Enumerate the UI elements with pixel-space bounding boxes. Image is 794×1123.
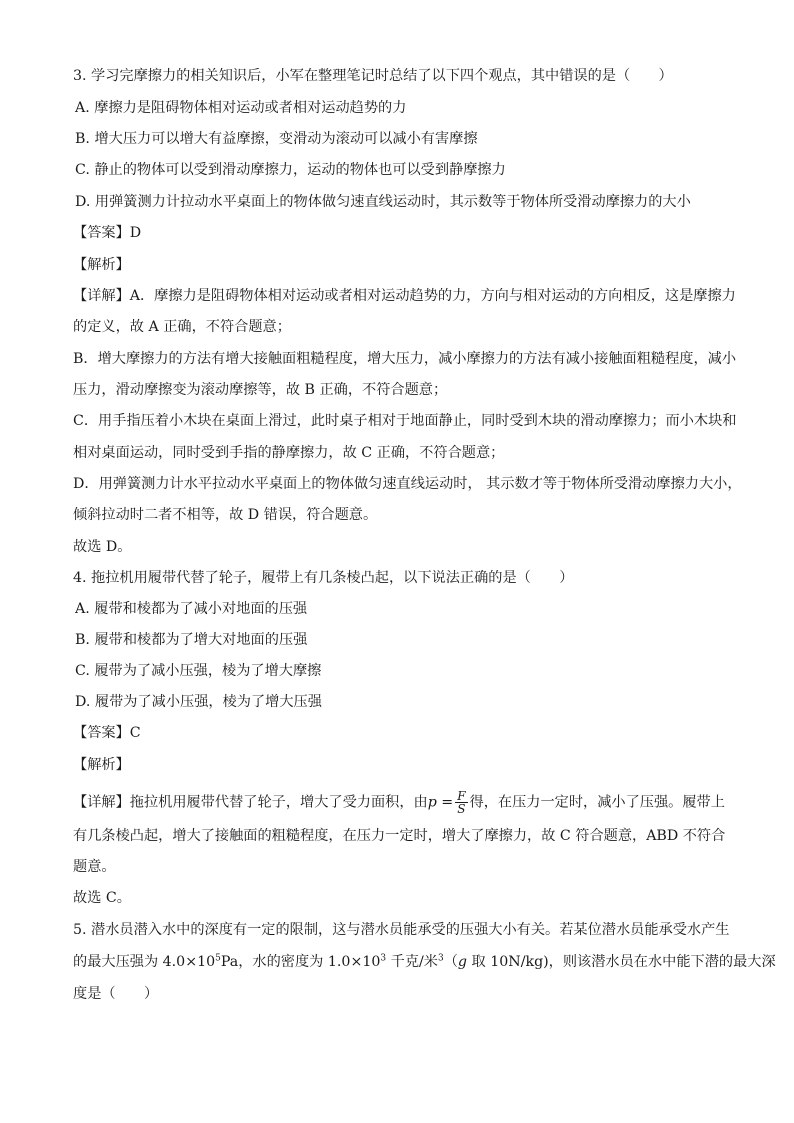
q5-text: 千克/米 <box>386 954 438 970</box>
q5-text: Pa，水的密度为 1.0×10 <box>220 954 381 970</box>
exponent: 3 <box>437 953 444 964</box>
fraction-denominator: S <box>457 802 466 816</box>
gravity-symbol: g <box>457 954 468 970</box>
q5-stem-line1: 5. 潜水员潜入水中的深度有一定的限制，这与潜水员能承受的压强大小有关。若某位潜水员能承受水产生 <box>73 922 730 938</box>
q3-detail-line: 倾斜拉动时二者不相等，故 D 错误，符合题意。 <box>73 507 378 523</box>
q5-text: 的最大压强为 4.0×10 <box>73 954 216 970</box>
q3-option-d: D. 用弹簧测力计拉动水平桌面上的物体做匀速直线运动时，其示数等于物体所受滑动摩擦力的大小 <box>75 194 691 210</box>
q4-detail-pre: 【详解】拖拉机用履带代替了轮子，增大了受力面积，由 <box>73 794 428 811</box>
q4-conclusion: 故选 C。 <box>73 890 131 906</box>
q3-analysis-label: 【解析】 <box>73 257 130 273</box>
q4-stem: 4. 拖拉机用履带代替了轮子，履带上有几条棱凸起，以下说法正确的是（ ） <box>73 570 574 586</box>
q4-option-a: A. 履带和棱都为了减小对地面的压强 <box>75 601 308 617</box>
q3-option-a: A. 摩擦力是阻碍物体相对运动或者相对运动趋势的力 <box>75 100 407 116</box>
q3-detail-line: D．用弹簧测力计水平拉动水平桌面上的物体做匀速直线运动时， 其示数才等于物体所受滑动摩擦力大小， <box>73 476 742 492</box>
q3-detail-line: 的定义，故 A 正确，不符合题意； <box>73 319 291 335</box>
q4-detail-post: 得，在压力一定时，减小了压强。履带上 <box>469 794 725 811</box>
exponent: 3 <box>380 953 387 964</box>
q5-text: 取 10N/kg)，则该潜水员在水中能下潜的最大深 <box>467 954 776 970</box>
q4-option-c: C. 履带为了减小压强，棱为了增大摩擦 <box>75 663 322 679</box>
q3-detail-line: B．增大摩擦力的方法有增大接触面粗糙程度，增大压力，减小摩擦力的方法有减小接触面粗糙程度，减小 <box>73 351 737 367</box>
q5-stem-line3: 度是（ ） <box>73 986 159 1002</box>
q4-option-b: B. 履带和棱都为了增大对地面的压强 <box>75 632 308 648</box>
q4-detail-line: 题意。 <box>73 859 116 875</box>
q4-detail-line: 有几条棱凸起，增大了接触面的粗糙程度，在压力一定时，增大了摩擦力，故 C 符合题意，ABD 不符合 <box>73 828 726 844</box>
formula-lhs: p = <box>427 794 454 811</box>
fraction-numerator: F <box>457 789 466 803</box>
q4-detail-formula-line <box>73 790 725 815</box>
q5-text: （ <box>443 954 458 970</box>
exponent: 5 <box>215 953 221 964</box>
q4-option-d: D. 履带为了减小压强，棱为了增大压强 <box>75 694 322 710</box>
q3-detail-line: 压力，滑动摩擦变为滚动摩擦等，故 B 正确，不符合题意； <box>73 382 448 398</box>
q5-stem-line2 <box>73 952 776 972</box>
q3-conclusion: 故选 D。 <box>73 539 132 555</box>
q4-analysis-label: 【解析】 <box>73 757 130 773</box>
q3-stem: 3. 学习完摩擦力的相关知识后，小军在整理笔记时总结了以下四个观点，其中错误的是（ ） <box>73 68 673 84</box>
q4-answer: 【答案】C <box>73 725 141 741</box>
q3-option-b: B. 增大压力可以增大有益摩擦，变滑动为滚动可以减小有害摩擦 <box>75 131 478 147</box>
q3-answer: 【答案】D <box>73 225 142 241</box>
pressure-fraction <box>455 790 467 815</box>
q3-option-c: C. 静止的物体可以受到滑动摩擦力，运动的物体也可以受到静摩擦力 <box>75 162 506 178</box>
q3-detail-line: 相对桌面运动，同时受到手指的静摩擦力，故 C 正确，不符合题意； <box>73 445 505 461</box>
q3-detail-line: C．用手指压着小木块在桌面上滑过，此时桌子相对于地面静止，同时受到木块的滑动摩擦力；而小木块和 <box>73 413 737 429</box>
q3-detail-line: 【详解】A．摩擦力是阻碍物体相对运动或者相对运动趋势的力，方向与相对运动的方向相反，这是摩擦力 <box>73 288 736 304</box>
